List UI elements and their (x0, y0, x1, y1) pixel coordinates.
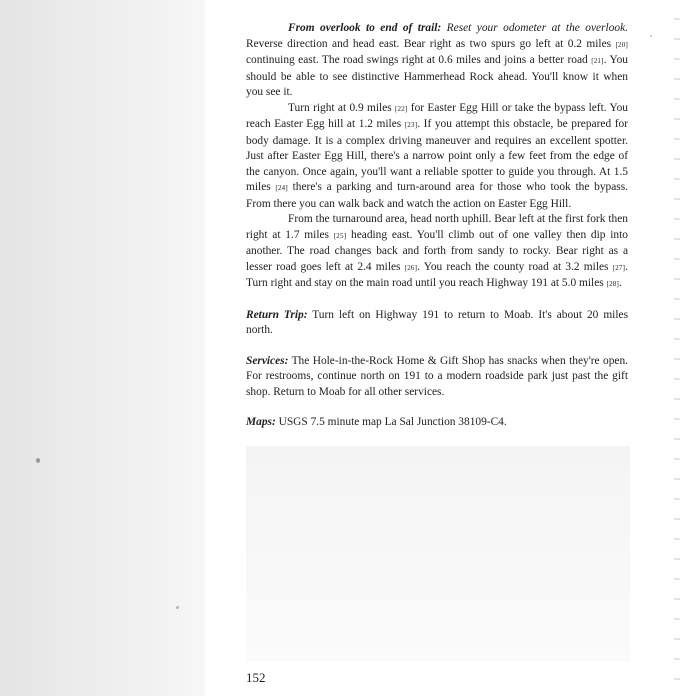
waypoint-marker: [28] (606, 280, 620, 288)
services-heading: Services: (246, 354, 289, 367)
return-trip-heading: Return Trip: (246, 308, 308, 321)
waypoint-marker: [21] (591, 57, 604, 65)
waypoint-marker: [24] (275, 184, 288, 192)
page-number: 152 (246, 670, 266, 685)
waypoint-marker: [27] (612, 263, 626, 272)
section-lead-heading: From overlook to end of trail: (288, 22, 442, 34)
faded-photo-area (246, 446, 630, 662)
paper-speck (36, 458, 40, 463)
paragraph-services: Services: The Hole-in-the-Rock Home & Gift Shop has snacks when they're open. For restrooms, continue north on 191 to a modern roadside park just past the gift shop. Return to Moab for all other services. (246, 354, 628, 398)
paragraph-maps: Maps: USGS 7.5 minute map La Sal Junction 38109-C4. (246, 416, 507, 428)
waypoint-marker: [25] (333, 231, 347, 240)
paper-speck (650, 35, 652, 37)
paragraph-turnaround: From the turnaround area, head north uphill. Bear left at the first fork then right at 1.7 miles [25] heading east. You'll climb out of one valley then dip into another. The road changes back and forth from sandy to rocky. Bear right as a lesser road goes left at 2.4 miles [26]. You reach the county road at 3.2 miles [27]. Turn right and stay on the main road until you reach Highway 191 at 5.0 miles [28]. (246, 213, 628, 289)
waypoint-marker: [22] (395, 104, 408, 113)
waypoint-marker: [23] (404, 121, 418, 129)
waypoint-marker: [20] (615, 40, 628, 49)
maps-heading: Maps: (246, 416, 276, 428)
body-text (246, 21, 628, 431)
waypoint-marker: [26] (404, 263, 418, 272)
paper-speck (176, 606, 179, 609)
page-left-margin (0, 0, 205, 696)
page-right-edge (674, 0, 680, 696)
paragraph-trail-directions: From overlook to end of trail: Reset your odometer at the overlook. Reverse direction and head east. Bear right as two spurs go left at 0.2 miles [20] continuing east. The road swings right at 0.6 miles and joins a better road [21]. You should be able to see distinctive Hammerhead Rock ahead. You'll know it when you see it. (246, 22, 629, 98)
paragraph-easter-egg-hill: Turn right at 0.9 miles [22] for Easter Egg Hill or take the bypass left. You reach Easter Egg hill at 1.2 miles [23]. If you attempt this obstacle, be prepared for body damage. It is a complex driving maneuver and requires an excellent spotter. Just after Easter Egg Hill, there's a narrow point only a few feet from the edge of the canyon. Once again, you'll want a reliable spotter to guide you through. At 1.5 miles [24] there's a parking and turn-around area for those who took the bypass. From there you can walk back and watch the action on Easter Egg Hill. (246, 101, 628, 210)
paragraph-return-trip: Return Trip: Turn left on Highway 191 to return to Moab. It's about 20 miles north. (246, 308, 629, 336)
